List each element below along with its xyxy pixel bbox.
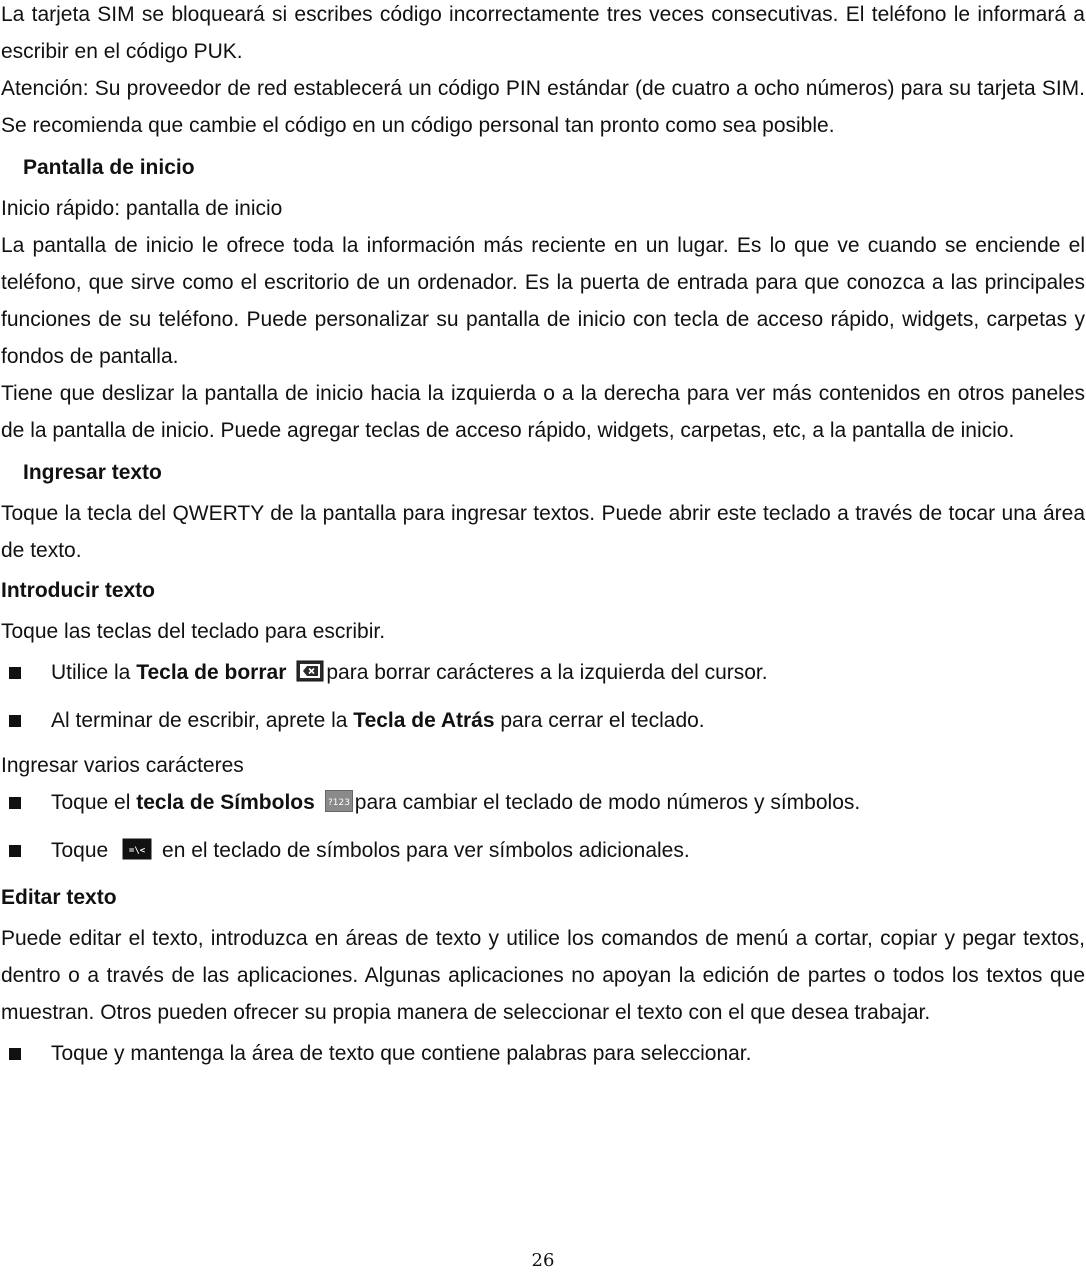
multiple-chars-line: Ingresar varios carácteres [1, 754, 244, 777]
back-key-name: Tecla de Atrás [353, 709, 495, 732]
list-item-more-symbols [1, 832, 1085, 872]
bullet-text: Toque y mantenga la área de texto que contiene palabras para seleccionar. [51, 1042, 752, 1065]
quick-start-line: Inicio rápido: pantalla de inicio [1, 197, 283, 220]
bullet-text: Al terminar de escribir, aprete la [51, 709, 354, 732]
list-item-select-text [1, 1035, 1085, 1072]
pin-attention-paragraph: Atención: Su proveedor de red establecerá un código PIN estándar (de cuatro a ocho números) para su tarjeta SIM. Se recomienda que cambie el código en un código personal tan pronto como sea posible. [1, 77, 1085, 137]
delete-key-name: Tecla de borrar [136, 661, 287, 684]
bullet-text: para cambiar el teclado de modo números y símbolos. [354, 791, 861, 814]
symbols-key-icon [325, 787, 353, 824]
bullet-square-icon [9, 715, 21, 727]
bullet-text: Toque [51, 839, 109, 862]
list-item-symbols-key [1, 784, 1085, 824]
enter-text-heading: Introducir texto [1, 579, 156, 602]
svg-text:=\<: =\< [129, 846, 146, 856]
bullet-text: Toque el [51, 791, 137, 814]
enter-text-line: Toque las teclas del teclado para escribir. [1, 620, 386, 643]
edit-text-heading: Editar texto [1, 886, 117, 909]
bullet-square-icon [9, 797, 21, 809]
symbols-key-name: tecla de Símbolos [136, 791, 315, 814]
home-screen-paragraph-2: Tiene que deslizar la pantalla de inicio hacia la izquierda o a la derecha para ver más contenidos en otros paneles de la pantalla de inicio. Puede agregar teclas de acceso rápido, widgets, carpetas, etc, a la pantalla de inicio. [1, 382, 1085, 442]
more-symbols-key-icon [122, 835, 152, 872]
bullet-square-icon [9, 845, 21, 857]
home-screen-heading: Pantalla de inicio [23, 156, 195, 179]
edit-text-paragraph: Puede editar el texto, introduzca en áreas de texto y utilice los comandos de menú a cortar, copiar y pegar textos, dentro o a través de las aplicaciones. Algunas aplicaciones no apoyan la edición de partes o todos los textos que muestran. Otros pueden ofrecer su propia manera de seleccionar el texto con el que desea trabajar. [1, 927, 1085, 1024]
delete-key-icon [296, 657, 324, 694]
sim-lock-paragraph: La tarjeta SIM se bloqueará si escribes código incorrectamente tres veces consecutivas. El teléfono le informará a escribir en el código PUK. [1, 3, 1085, 63]
page-number: 26 [531, 1250, 555, 1271]
svg-text:?123: ?123 [327, 798, 350, 808]
bullet-square-icon [9, 1048, 21, 1060]
qwerty-paragraph: Toque la tecla del QWERTY de la pantalla para ingresar textos. Puede abrir este teclado a través de tocar una área de texto. [1, 502, 1085, 562]
list-item-back-key [1, 702, 1085, 739]
text-input-heading: Ingresar texto [23, 461, 162, 484]
bullet-square-icon [9, 667, 21, 679]
bullet-text: en el teclado de símbolos para ver símbolos adicionales. [156, 839, 690, 862]
bullet-text: para borrar carácteres a la izquierda del cursor. [326, 661, 768, 684]
list-item-delete-key [1, 654, 1085, 694]
home-screen-paragraph-1: La pantalla de inicio le ofrece toda la información más reciente en un lugar. Es lo que ve cuando se enciende el teléfono, que sirve como el escritorio de un ordenador. Es la puerta de entrada para que conozca a las principales funciones de su teléfono. Puede personalizar su pantalla de inicio con tecla de acceso rápido, widgets, carpetas y fondos de pantalla. [1, 234, 1085, 368]
bullet-text: Utilice la [51, 661, 137, 684]
bullet-text: para cerrar el teclado. [494, 709, 705, 732]
